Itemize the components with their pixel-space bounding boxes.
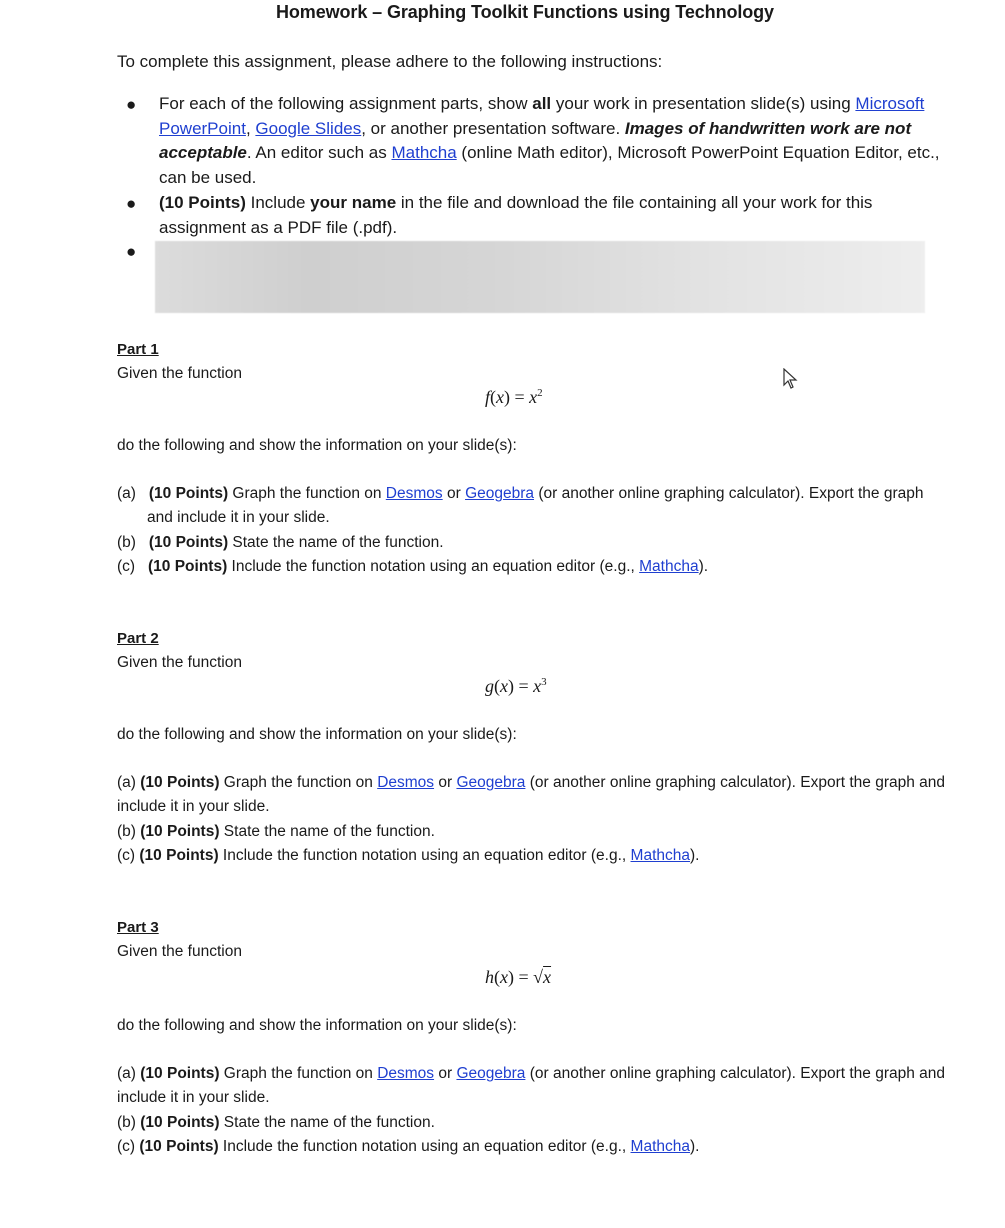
task-c: (c) (10 Points) Include the function notation using an equation editor (e.g., Mathcha).	[117, 557, 709, 575]
do-text: do the following and show the information on your slide(s):	[117, 726, 517, 743]
google-slides-link[interactable]: Google Slides	[255, 118, 362, 138]
part-3-heading: Part 3	[117, 919, 159, 936]
redacted-content	[155, 241, 925, 313]
geogebra-link[interactable]: Geogebra	[465, 485, 535, 502]
equation-h: h(x) = √x	[485, 967, 552, 987]
task-a: (a) (10 Points) Graph the function on Desmos or Geogebra (or another online graphing calculator). Export the graph and include it in your slide.	[117, 774, 946, 816]
task-b: (b) (10 Points) State the name of the function.	[117, 533, 444, 551]
mathcha-link[interactable]: Mathcha	[391, 143, 457, 162]
mathcha-link[interactable]: Mathcha	[630, 1137, 690, 1155]
part-1-tasks	[117, 482, 947, 579]
bullet-icon: ●	[126, 194, 137, 213]
equation-g: $g(x) = x^3$	[485, 676, 547, 696]
given-text: Given the function	[117, 654, 242, 671]
list-item: ● For each of the following assignment parts, show all your work in presentation slide(s) using Microsoft PowerPoint, Google Slides, or another presentation software. Images of handwritten work are not acceptable. An editor such as Mathcha (online Math editor), Microsoft PowerPoint Equation Editor, etc., can be used.	[126, 94, 940, 187]
geogebra-link[interactable]: Geogebra	[456, 1065, 526, 1082]
task-a: (a) (10 Points) Graph the function on Desmos or Geogebra (or another online graphing calculator). Export the graph and include it in your slide.	[117, 1065, 946, 1107]
task-b: (b) (10 Points) State the name of the function.	[117, 822, 435, 840]
part-2-tasks	[117, 771, 947, 868]
intro-text: To complete this assignment, please adhere to the following instructions:	[117, 52, 663, 71]
bullet-icon: ●	[126, 242, 137, 261]
equation-f: $f(x) = x^2$	[485, 387, 543, 407]
do-text: do the following and show the information on your slide(s):	[117, 437, 517, 454]
task-a: (a) (10 Points) Graph the function on Desmos or Geogebra (or another online graphing calculator). Export the graph and include it in your slide.	[117, 485, 924, 527]
desmos-link[interactable]: Desmos	[377, 774, 435, 791]
list-item: ● (10 Points) Include your name in the file and download the file containing all your work for this assignment as a PDF file (.pdf).	[126, 193, 873, 237]
page-title: Homework – Graphing Toolkit Functions using Technology	[276, 2, 774, 22]
part-1-heading: Part 1	[117, 341, 159, 358]
part-2-heading: Part 2	[117, 630, 159, 647]
given-text: Given the function	[117, 943, 242, 960]
mouse-pointer-icon	[782, 368, 798, 390]
instruction-list	[117, 92, 947, 240]
task-b: (b) (10 Points) State the name of the function.	[117, 1113, 435, 1131]
powerpoint-link[interactable]: Microsoft PowerPoint	[159, 94, 925, 138]
desmos-link[interactable]: Desmos	[385, 485, 443, 502]
task-c: (c) (10 Points) Include the function notation using an equation editor (e.g., Mathcha).	[117, 1137, 700, 1155]
given-text: Given the function	[117, 365, 242, 382]
geogebra-link[interactable]: Geogebra	[456, 774, 526, 791]
mathcha-link[interactable]: Mathcha	[630, 846, 690, 864]
part-3-tasks	[117, 1062, 947, 1159]
desmos-link[interactable]: Desmos	[377, 1065, 435, 1082]
bullet-icon: ●	[126, 95, 137, 114]
task-c: (c) (10 Points) Include the function notation using an equation editor (e.g., Mathcha).	[117, 846, 700, 864]
mathcha-link[interactable]: Mathcha	[639, 557, 699, 575]
do-text: do the following and show the information on your slide(s):	[117, 1017, 517, 1034]
